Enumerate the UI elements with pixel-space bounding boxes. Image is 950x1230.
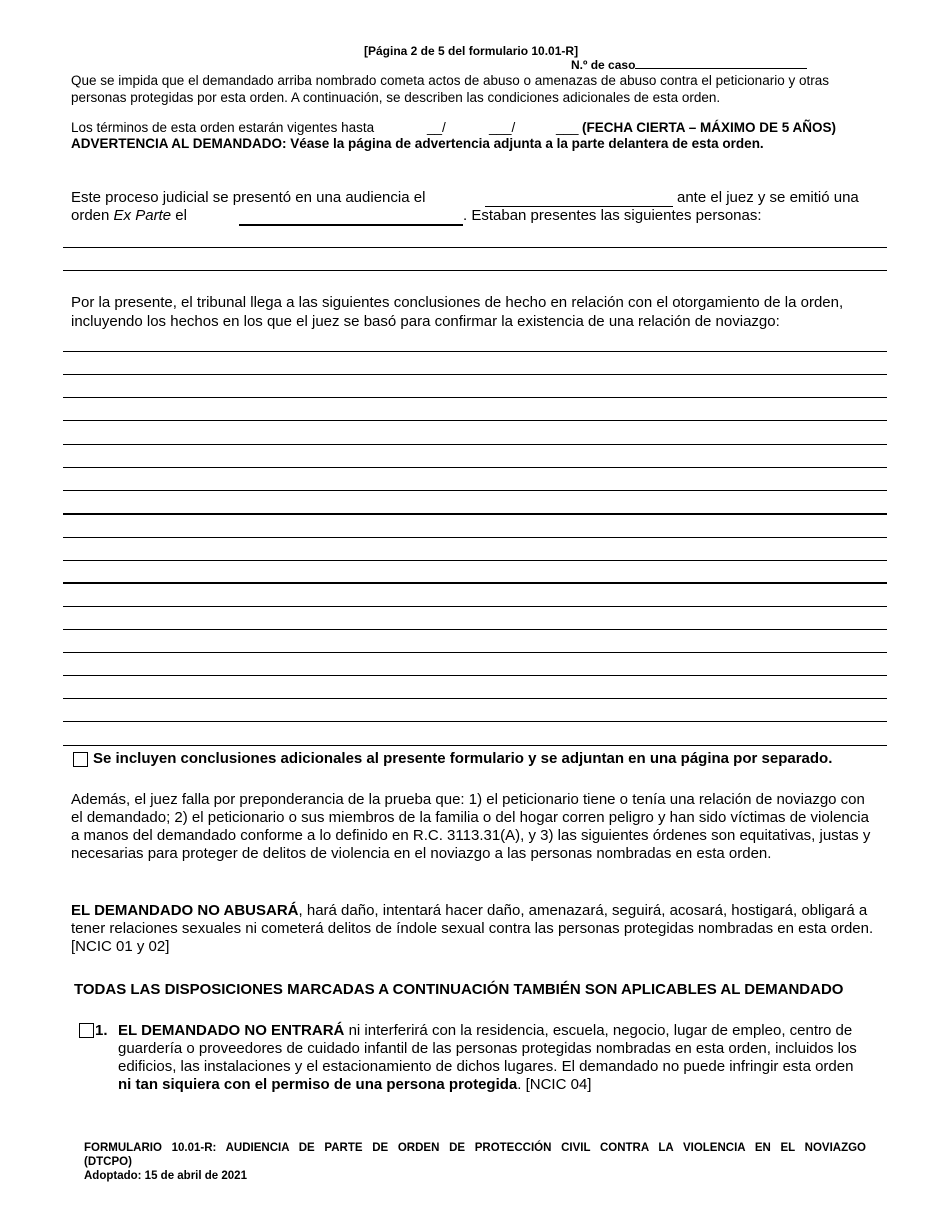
terms-year-field[interactable]: ___ [556, 120, 579, 135]
findings-line[interactable] [63, 675, 887, 676]
findings-line[interactable] [63, 606, 887, 607]
no-abuse-bold: EL DEMANDADO NO ABUSARÁ [71, 902, 299, 919]
footer-abbrev: (DTCPO) [84, 1156, 132, 1168]
preponderance-paragraph: Además, el juez falla por preponderancia de la prueba que: 1) el peticionario tiene o tenía una relación de noviazgo con el demandado; 2) el peticionario o sus miembros de la familia o del hogar corren peligro y han sido víctimas de violencia a manos del demandado conforme a lo definido en R.C. 3113.31(A), y 3) las siguientes órdenes son equitativas, justas y necesarias para proteger de delitos de violencia en el noviazgo a las personas nombradas en esta orden. [71, 791, 871, 862]
findings-line[interactable] [63, 721, 887, 722]
terms-line [71, 120, 931, 135]
case-number-field[interactable] [635, 68, 807, 69]
item-1-text-2: . [NCIC 04] [517, 1076, 592, 1093]
findings-line[interactable] [63, 582, 887, 584]
additional-findings-checkbox[interactable] [73, 752, 88, 767]
hearing-text-el: el [171, 207, 187, 224]
findings-line[interactable] [63, 420, 887, 421]
provisions-heading: TODAS LAS DISPOSICIONES MARCADAS A CONTINUACIÓN TAMBIÉN SON APLICABLES AL DEMANDADO [74, 981, 844, 998]
hearing-text-present: . Estaban presentes las siguientes personas: [463, 207, 762, 224]
persons-present-line[interactable] [63, 270, 887, 271]
item-1-text: ni interferirá con la residencia, escuela, negocio, lugar de empleo, centro de guardería o proveedores de cuidado infantil de las personas protegidas nombradas en esta orden, incluidos los edificios, las instalaciones y el estacionamiento de dichos lugares. El demandado no puede infringir esta orden [118, 1022, 857, 1075]
findings-line[interactable] [63, 490, 887, 491]
findings-line[interactable] [63, 513, 887, 515]
ex-parte-date-field[interactable] [239, 207, 463, 226]
findings-line[interactable] [63, 652, 887, 653]
item-1-number: 1. [95, 1022, 108, 1039]
terms-day-field[interactable]: ___/ [489, 120, 516, 135]
findings-line[interactable] [63, 444, 887, 445]
ex-parte-text: Ex Parte [113, 207, 172, 224]
item-1-checkbox[interactable] [79, 1023, 94, 1038]
case-number-text: N.º de caso [571, 58, 636, 72]
defendant-warning: ADVERTENCIA AL DEMANDADO: Véase la página de advertencia adjunta a la parte delantera de esta orden. [71, 136, 764, 151]
findings-line[interactable] [63, 397, 887, 398]
findings-paragraph: Por la presente, el tribunal llega a las siguientes conclusiones de hecho en relación con el otorgamiento de la orden, incluyendo los hechos en los que el juez se basó para confirmar la existencia de una relación de noviazgo: [71, 294, 844, 330]
hearing-line-1 [71, 189, 891, 206]
findings-line[interactable] [63, 629, 887, 630]
findings-line[interactable] [63, 351, 887, 352]
no-abuse-paragraph [71, 902, 876, 956]
case-number-label [571, 58, 807, 72]
footer-form-title: FORMULARIO 10.01-R: AUDIENCIA DE PARTE DE ORDEN DE PROTECCIÓN CIVIL CONTRA LA VIOLENCIA EN EL NOVIAZGO [84, 1142, 866, 1154]
findings-line[interactable] [63, 374, 887, 375]
findings-line[interactable] [63, 560, 887, 561]
additional-findings-label: Se incluyen conclusiones adicionales al presente formulario y se adjuntan en una página por separado. [93, 750, 833, 767]
hearing-text-b: ante el juez y se emitió una [677, 189, 859, 206]
no-abuse-text: , hará daño, intentará hacer daño, amenazará, seguirá, acosará, hostigará, obligará a tener relaciones sexuales ni cometerá delitos de índole sexual contra las personas protegidas nombradas en esta orden. [NCIC 01 y 02] [71, 902, 874, 955]
persons-present-line[interactable] [63, 247, 887, 248]
page-label: [Página 2 de 5 del formulario 10.01-R] [364, 44, 579, 58]
item-1-paragraph [118, 1022, 868, 1094]
hearing-line-2 [71, 207, 891, 224]
intro-paragraph: Que se impida que el demandado arriba nombrado cometa actos de abuso o amenazas de abuso contra el peticionario y otras personas protegidas por esta orden. A continuación, se describen las condiciones adicionales de esta orden. [71, 73, 829, 105]
findings-line[interactable] [63, 467, 887, 468]
item-1-bold-2: ni tan siquiera con el permiso de una persona protegida [118, 1076, 518, 1093]
terms-prefix: Los términos de esta orden estarán vigentes hasta [71, 120, 375, 135]
findings-line[interactable] [63, 698, 887, 699]
fixed-date-note: (FECHA CIERTA – MÁXIMO DE 5 AÑOS) [582, 120, 837, 135]
hearing-text-a: Este proceso judicial se presentó en una audiencia el [71, 189, 426, 206]
terms-month-field[interactable]: __/ [427, 120, 446, 135]
item-1-bold: EL DEMANDADO NO ENTRARÁ [118, 1022, 345, 1039]
hearing-text-orden: orden [71, 207, 114, 224]
findings-line[interactable] [63, 745, 887, 746]
findings-line[interactable] [63, 537, 887, 538]
hearing-date-field[interactable] [485, 189, 673, 207]
footer-adopted: Adoptado: 15 de abril de 2021 [84, 1170, 247, 1182]
